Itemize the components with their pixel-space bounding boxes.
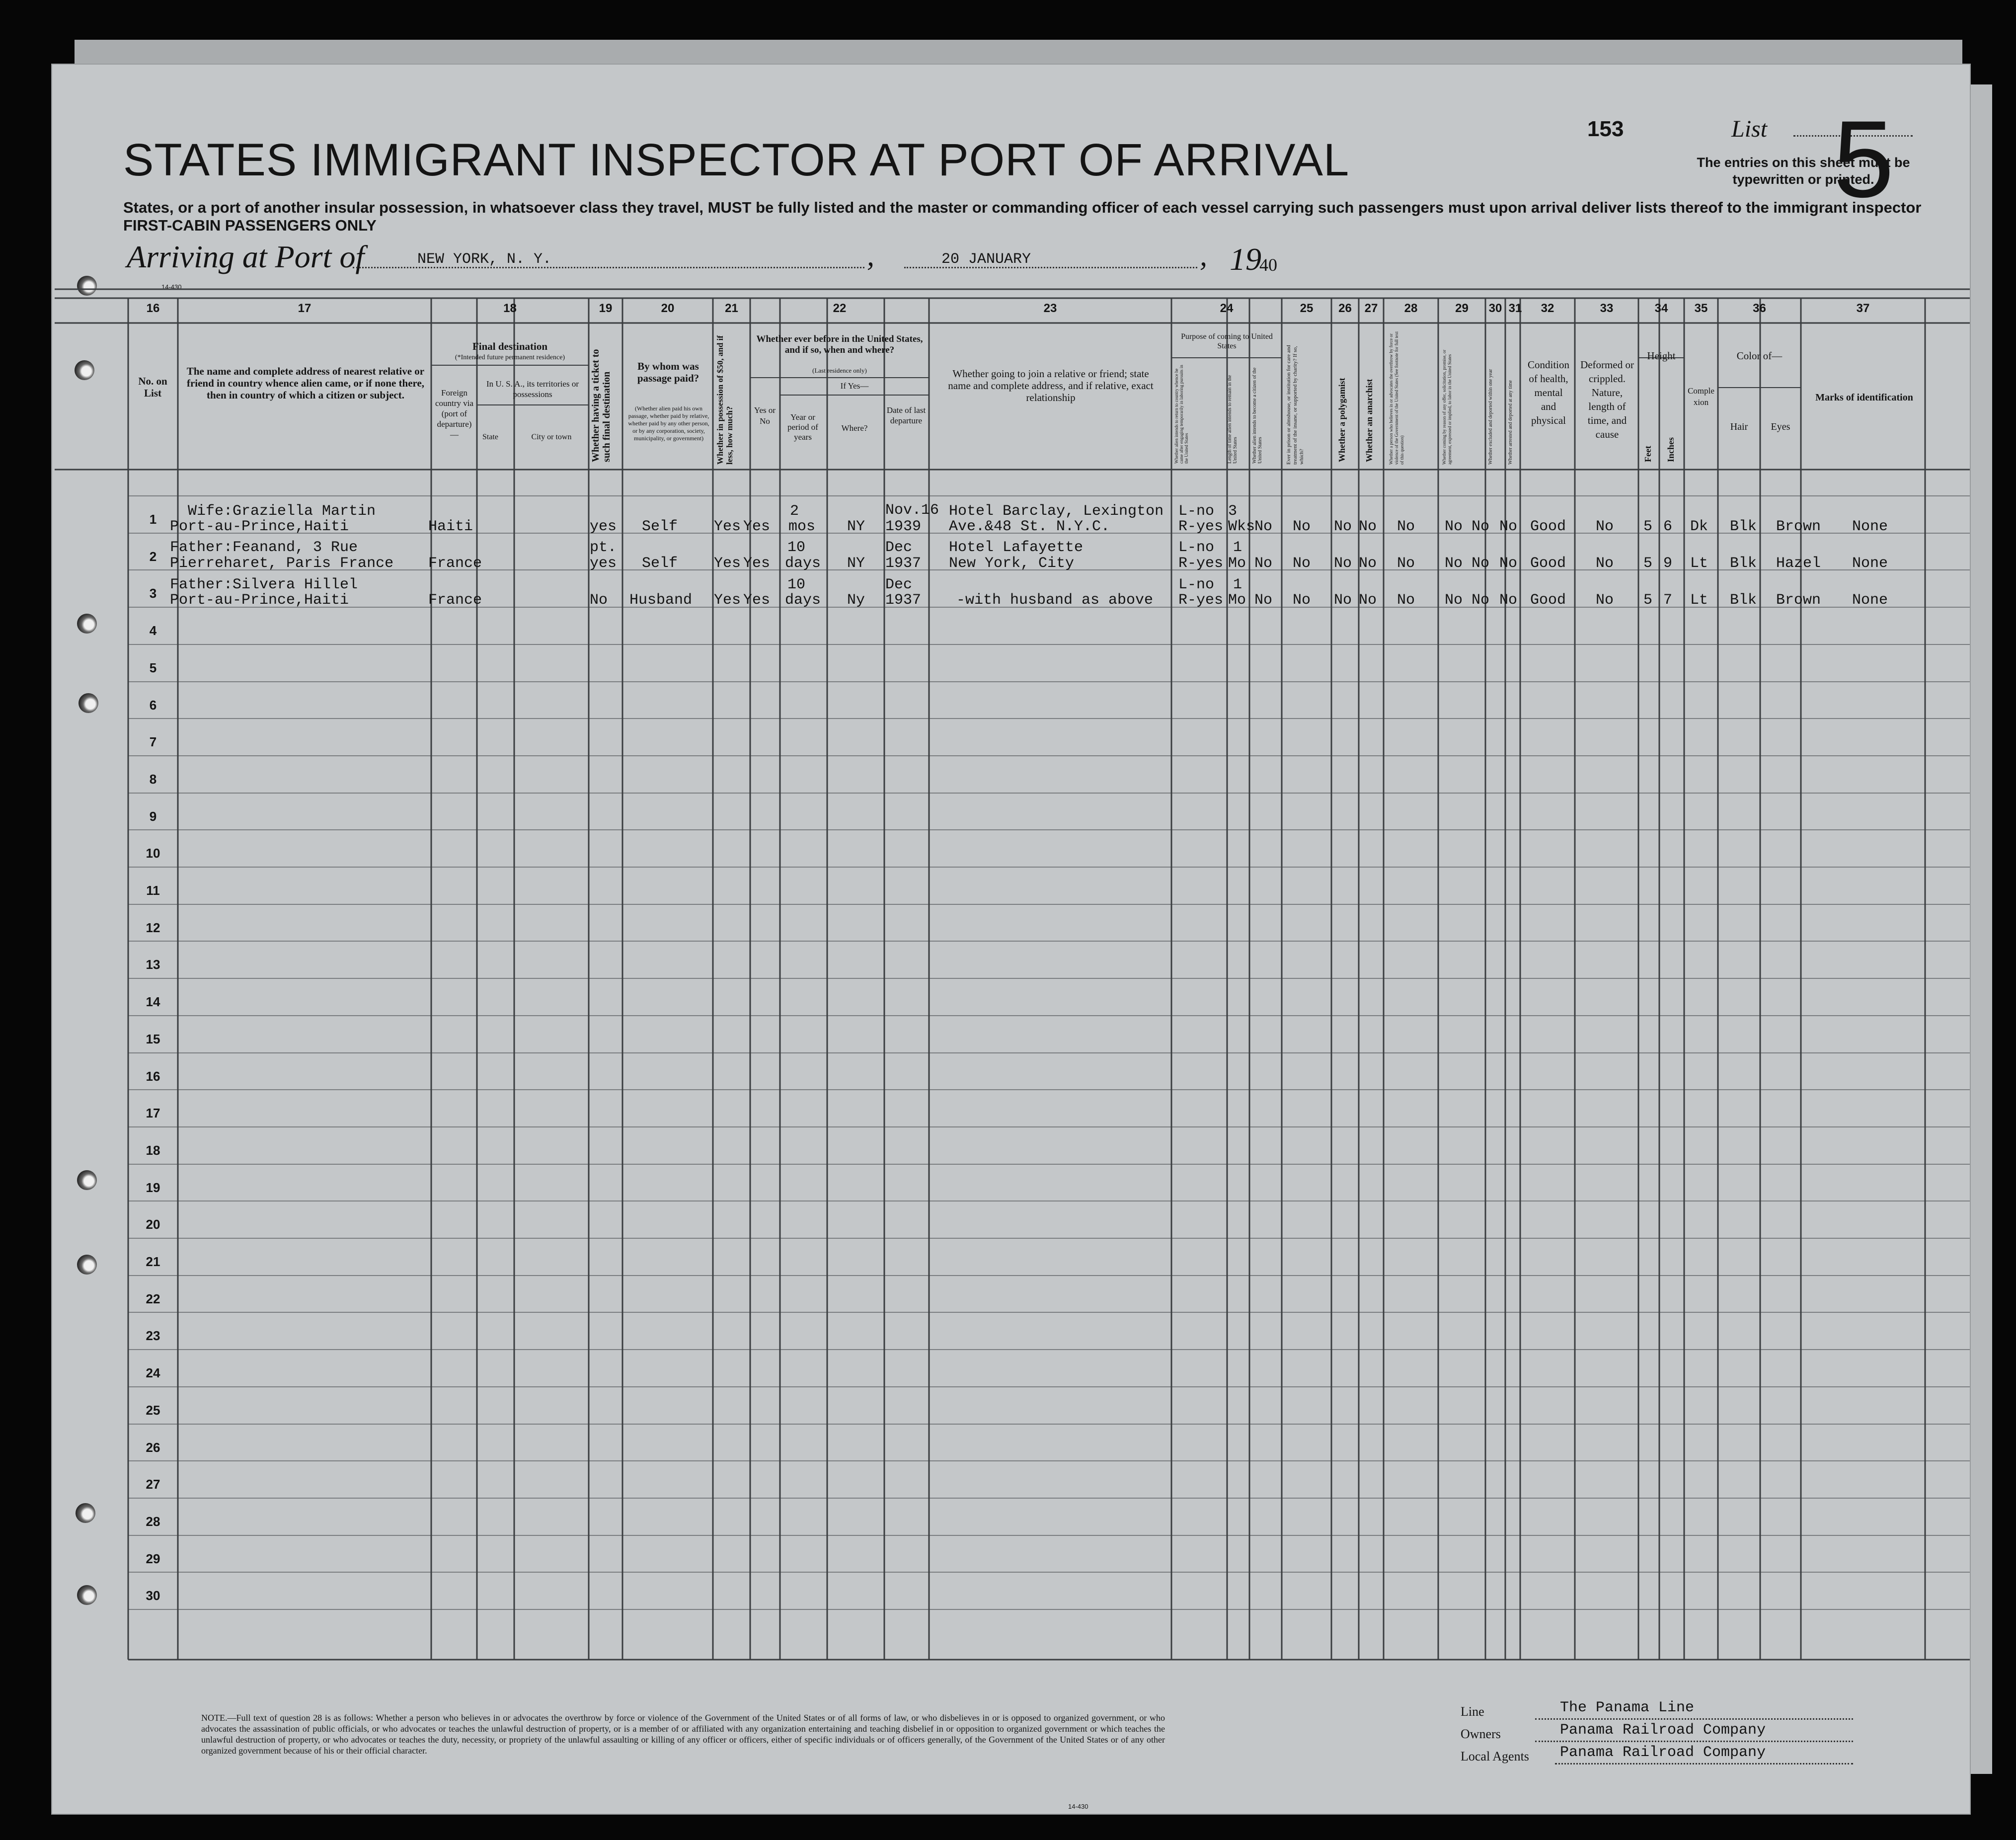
row2-promise: No xyxy=(1445,555,1463,572)
row-number: 21 xyxy=(146,1254,160,1269)
row1-length-line2: Wks xyxy=(1228,518,1255,535)
agents-label: Local Agents xyxy=(1461,1749,1529,1763)
row3-polygamist: No xyxy=(1334,592,1352,609)
row-number: 27 xyxy=(146,1477,160,1492)
row2-purpose-line1: L-no xyxy=(1178,539,1215,556)
row-number: 13 xyxy=(146,957,160,972)
row2-health: Good xyxy=(1530,555,1566,572)
row3-period-line2: days xyxy=(785,592,821,609)
hdr-health: Condition of health, mental and physical xyxy=(1527,359,1569,426)
list-number: 5 xyxy=(1833,98,1894,220)
row2-length-line2: Mo xyxy=(1228,555,1246,572)
row1-ticket: yes xyxy=(590,518,617,535)
hdr-complexion: Complexion xyxy=(1688,386,1714,407)
col-num-33: 33 xyxy=(1600,302,1614,315)
row-number: 18 xyxy=(146,1143,160,1158)
hdr-anarchist: Whether an anarchist xyxy=(1364,379,1374,462)
row3-date-line1: Dec xyxy=(885,576,913,593)
row1-citizen: No xyxy=(1254,518,1273,535)
col-num-23: 23 xyxy=(1043,302,1057,315)
col-num-27: 27 xyxy=(1364,302,1378,315)
hdr-no-on-list: No. on List xyxy=(138,375,167,399)
col-num-29: 29 xyxy=(1455,302,1469,315)
hdr-ever-before: Whether ever before in the United States, and if so, when and where? xyxy=(756,334,923,355)
hdr-passage-paid: By whom was passage paid? xyxy=(637,360,699,384)
year-prefix: 19 xyxy=(1230,241,1261,277)
row2-polygamist: No xyxy=(1334,555,1352,572)
row-number: 11 xyxy=(146,883,160,898)
comma: , xyxy=(1200,239,1207,272)
row1-overthrow: No xyxy=(1397,518,1415,535)
row-number: 28 xyxy=(146,1514,160,1529)
row2-date-line2: 1937 xyxy=(885,555,922,572)
hdr-excluded: Whether excluded and deported within one year xyxy=(1488,369,1493,465)
row-number: 16 xyxy=(146,1069,160,1084)
row3-purpose-line2: R-yes xyxy=(1178,592,1224,609)
comma: , xyxy=(867,239,874,272)
row1-prison: No xyxy=(1293,518,1311,535)
row2-ever-before: Yes xyxy=(743,555,771,572)
line-value: The Panama Line xyxy=(1560,1699,1695,1716)
hdr-feet: Feet xyxy=(1643,446,1653,462)
hdr-overthrow: Whether a person who believes in or advocates the overthrow by force or violence of the Government of the United States (See footnote for full text of this question) xyxy=(1389,331,1404,465)
row2-where: NY xyxy=(847,555,865,572)
hdr-city: City or town xyxy=(531,433,572,441)
row-number: 24 xyxy=(146,1365,160,1380)
row2-excluded: No xyxy=(1472,555,1490,572)
row-number: 23 xyxy=(146,1328,160,1343)
row3-hair: Blk xyxy=(1730,592,1757,609)
row2-arrested: No xyxy=(1499,555,1518,572)
row-number: 2 xyxy=(149,549,157,564)
row3-deformed: No xyxy=(1596,592,1614,609)
row3-join-line2: -with husband as above xyxy=(956,592,1154,609)
row1-possession: Yes xyxy=(714,518,741,535)
col-num-24: 24 xyxy=(1220,302,1234,315)
hdr-ever-before-note: (Last residence only) xyxy=(812,367,867,374)
owners-value: Panama Railroad Company xyxy=(1560,1722,1766,1739)
row1-purpose-line2: R-yes xyxy=(1178,518,1224,535)
col-num-19: 19 xyxy=(599,302,613,315)
row2-relative-line2: Pierreharet, Paris France xyxy=(170,555,394,572)
row-number: 8 xyxy=(149,772,157,787)
col-num-28: 28 xyxy=(1404,302,1418,315)
page-title: STATES IMMIGRANT INSPECTOR AT PORT OF ARRIVAL xyxy=(123,135,1350,185)
row3-promise: No xyxy=(1445,592,1463,609)
row3-prison: No xyxy=(1293,592,1311,609)
row3-where: Ny xyxy=(847,592,865,609)
row2-citizen: No xyxy=(1254,555,1273,572)
row1-polygamist: No xyxy=(1334,518,1352,535)
port-value: NEW YORK, N. Y. xyxy=(417,251,552,268)
row2-ticket-line1: pt. xyxy=(590,539,617,556)
hdr-marks: Marks of identification xyxy=(1815,392,1913,403)
row1-purpose-line1: L-no xyxy=(1178,503,1215,520)
row2-prison: No xyxy=(1293,555,1311,572)
row-number: 29 xyxy=(146,1551,160,1566)
row2-join-line2: New York, City xyxy=(949,555,1075,572)
row-number: 26 xyxy=(146,1440,160,1455)
row3-health: Good xyxy=(1530,592,1566,609)
row-number: 25 xyxy=(146,1403,160,1418)
row1-ever-before: Yes xyxy=(743,518,771,535)
row2-passage: Self xyxy=(642,555,678,572)
hdr-eyes: Eyes xyxy=(1771,421,1790,432)
row2-marks: None xyxy=(1852,555,1888,572)
row1-inches: 6 xyxy=(1663,518,1673,535)
hdr-in-usa: In U. S. A., its territories or possessions xyxy=(486,379,579,399)
row2-feet: 5 xyxy=(1643,555,1653,572)
hdr-if-yes: If Yes— xyxy=(840,381,869,391)
row-number: 10 xyxy=(146,846,160,861)
row1-length-line1: 3 xyxy=(1228,503,1238,520)
row3-foreign-country: France xyxy=(428,592,482,609)
row3-feet: 5 xyxy=(1643,592,1653,609)
row1-feet: 5 xyxy=(1643,518,1653,535)
row1-period-line2: mos xyxy=(788,518,816,535)
row-number: 4 xyxy=(149,623,157,638)
hdr-purpose-a: Whether alien intends to return to country whence he came after engaging temporarily in laboring pursuits in the United States xyxy=(1174,365,1189,464)
row1-health: Good xyxy=(1530,518,1566,535)
row2-complexion: Lt xyxy=(1690,555,1708,572)
hdr-purpose-b: Length of time alien intends to remain in the United States xyxy=(1227,375,1238,464)
hdr-hair: Hair xyxy=(1730,421,1748,432)
row-number: 30 xyxy=(146,1588,160,1603)
row2-period-line1: 10 xyxy=(787,539,806,556)
row-number: 3 xyxy=(149,586,157,601)
row3-ticket: No xyxy=(590,592,608,609)
row2-overthrow: No xyxy=(1397,555,1415,572)
year-suffix: 40 xyxy=(1259,255,1277,275)
owners-rule xyxy=(1535,1741,1853,1742)
row-number: 17 xyxy=(146,1106,160,1120)
row1-foreign-country: Haiti xyxy=(428,518,473,535)
hdr-where: Where? xyxy=(841,423,868,433)
row1-join-line1: Hotel Barclay, Lexington xyxy=(949,503,1164,520)
col-num-36: 36 xyxy=(1753,302,1766,315)
row-number: 20 xyxy=(146,1217,160,1232)
row2-join-line1: Hotel Lafayette xyxy=(949,539,1084,556)
row3-excluded: No xyxy=(1472,592,1490,609)
date-value: 20 JANUARY xyxy=(941,251,1031,268)
row2-foreign-country: France xyxy=(428,555,482,572)
agents-value: Panama Railroad Company xyxy=(1560,1744,1766,1761)
row3-overthrow: No xyxy=(1397,592,1415,609)
row-number: 9 xyxy=(149,809,157,824)
row3-relative-line2: Port-au-Prince,Haiti xyxy=(170,592,349,609)
row2-hair: Blk xyxy=(1730,555,1757,572)
row3-marks: None xyxy=(1852,592,1888,609)
row-number: 14 xyxy=(146,994,160,1009)
row1-complexion: Dk xyxy=(1690,518,1708,535)
col-num-34: 34 xyxy=(1654,302,1668,315)
hdr-ticket: Whether having a ticket to such final destination xyxy=(590,349,612,462)
hdr-promise: Whether coming by reason of any offer, solicitation, promise, or agreement, expressed or implied, to labor in the United States xyxy=(1442,349,1452,465)
hdr-color-of: Color of— xyxy=(1736,350,1783,362)
row3-purpose-line1: L-no xyxy=(1178,576,1215,593)
row3-citizen: No xyxy=(1254,592,1273,609)
page-number: 153 xyxy=(1587,117,1624,141)
hdr-possession-50: Whether in possession of $50, and if less, how much? xyxy=(715,335,734,465)
col-num-18: 18 xyxy=(503,302,517,315)
class-line: FIRST-CABIN PASSENGERS ONLY xyxy=(123,217,377,234)
row1-date-line2: 1939 xyxy=(885,518,922,535)
hdr-year-period: Year or period of years xyxy=(787,412,818,442)
row3-length-line2: Mo xyxy=(1228,592,1246,609)
row1-join-line2: Ave.&48 St. N.Y.C. xyxy=(949,518,1110,535)
row3-eyes: Brown xyxy=(1776,592,1821,609)
row1-anarchist: No xyxy=(1359,518,1377,535)
line-label: Line xyxy=(1461,1704,1484,1719)
agents-rule xyxy=(1555,1763,1853,1764)
row3-period-line1: 10 xyxy=(787,576,806,593)
row-number: 1 xyxy=(149,512,157,527)
row1-where: NY xyxy=(847,518,865,535)
col-num-35: 35 xyxy=(1694,302,1708,315)
row3-possession: Yes xyxy=(714,592,741,609)
col-num-26: 26 xyxy=(1338,302,1352,315)
row-number: 6 xyxy=(149,698,157,713)
row3-arrested: No xyxy=(1499,592,1518,609)
row-number: 15 xyxy=(146,1032,160,1046)
row1-marks: None xyxy=(1852,518,1888,535)
hdr-inches: Inches xyxy=(1666,437,1676,462)
hdr-purpose-c: Whether alien intends to become a citizen of the United States xyxy=(1252,367,1263,464)
row2-anarchist: No xyxy=(1359,555,1377,572)
row1-date-line1: Nov.16 xyxy=(885,502,939,519)
col-num-37: 37 xyxy=(1856,302,1870,315)
row2-eyes: Hazel xyxy=(1776,555,1821,572)
row-number: 5 xyxy=(149,660,157,675)
row3-complexion: Lt xyxy=(1690,592,1708,609)
row1-relative-line2: Port-au-Prince,Haiti xyxy=(170,518,349,535)
row2-ticket: yes xyxy=(590,555,617,572)
hdr-deformed: Deformed or crippled. Nature, length of time, and cause xyxy=(1580,359,1634,440)
row3-anarchist: No xyxy=(1359,592,1377,609)
row3-ever-before: Yes xyxy=(743,592,771,609)
row2-inches: 9 xyxy=(1663,555,1673,572)
row2-purpose-line2: R-yes xyxy=(1178,555,1224,572)
col-num-17: 17 xyxy=(298,302,311,315)
row1-passage: Self xyxy=(642,518,678,535)
row2-date-line1: Dec xyxy=(885,539,913,556)
hdr-relative: The name and complete address of nearest relative or friend in country whence alien came, or if none there, then in country of which a citizen or subject. xyxy=(186,365,425,401)
row3-date-line2: 1937 xyxy=(885,592,922,609)
col-num-22: 22 xyxy=(833,302,847,315)
row1-hair: Blk xyxy=(1730,518,1757,535)
form-code-top: 14-430 xyxy=(161,283,182,291)
hdr-prison: Ever in prison or almshouse, or institution for care and treatment of the insane, or supported by charity? If so, which? xyxy=(1286,345,1305,465)
row1-eyes: Brown xyxy=(1776,518,1821,535)
col-num-31: 31 xyxy=(1508,302,1522,315)
row-number: 7 xyxy=(149,734,157,749)
col-num-32: 32 xyxy=(1541,302,1554,315)
owners-label: Owners xyxy=(1461,1727,1501,1741)
hdr-arrested: Whether arrested and deported at any time xyxy=(1508,380,1513,465)
col-num-20: 20 xyxy=(661,302,675,315)
col-num-16: 16 xyxy=(146,302,160,315)
footnote-question-28: NOTE.—Full text of question 28 is as follows: Whether a person who believes in or advocates the overthrow by force or violence of the Government of the United States or of all forms of law, or who disbelieves in or is opposed to organized government, or who advocates the assassination of public officials, or who advocates or teaches the unlawful destruction of property, or is a member of or affiliated with any organization entertaining and teaching disbelief in or opposition to organized government or which teaches the unlawful destruction of property, or who advocates or teaches the duty, necessity, or propriety of the unlawful assaulting or killing of any officer or officers, either of specific individuals or of officers generally, of the Government of the United States or of any other organized government because of his or their official character. xyxy=(201,1713,1165,1756)
row-number: 19 xyxy=(146,1180,160,1195)
hdr-date-departure: Date of last departure xyxy=(886,405,926,425)
list-label: List xyxy=(1731,116,1768,142)
row1-promise: No xyxy=(1445,518,1463,535)
hdr-final-destination: Final destination xyxy=(472,340,548,352)
row1-excluded: No xyxy=(1472,518,1490,535)
row1-deformed: No xyxy=(1596,518,1614,535)
row3-length-line1: 1 xyxy=(1233,576,1242,593)
row2-possession: Yes xyxy=(714,555,741,572)
col-num-25: 25 xyxy=(1300,302,1314,315)
col-num-30: 30 xyxy=(1488,302,1502,315)
hdr-height: Height xyxy=(1647,350,1676,362)
form-code-bottom: 14-430 xyxy=(1068,1803,1088,1810)
row1-relative-line1: Wife:Graziella Martin xyxy=(188,503,376,520)
line-rule xyxy=(1535,1718,1853,1720)
row-number: 12 xyxy=(146,920,160,935)
row1-period-line1: 2 xyxy=(790,503,799,520)
col-num-21: 21 xyxy=(725,302,738,315)
row2-relative-line1: Father:Feanand, 3 Rue xyxy=(170,539,358,556)
hdr-foreign-country: Foreign country via (port of departure)— xyxy=(435,388,473,439)
hdr-passage-paid-note: (Whether alien paid his own passage, whether paid by relative, whether paid by any other person, or by any corporation, society, municipality, or government) xyxy=(628,405,709,442)
row2-length-line1: 1 xyxy=(1233,539,1242,556)
row-number: 22 xyxy=(146,1291,160,1306)
row3-inches: 7 xyxy=(1663,592,1673,609)
row2-deformed: No xyxy=(1596,555,1614,572)
hdr-yes-no: Yes or No xyxy=(754,405,776,426)
row1-arrested: No xyxy=(1499,518,1518,535)
row2-period-line2: days xyxy=(785,555,821,572)
hdr-going-to-join: Whether going to join a relative or friend; state name and complete address, and if relative, exact relationship xyxy=(948,368,1154,403)
typewritten-note: The entries on this sheet must be typewritten or printed. xyxy=(1697,155,1910,187)
row3-relative-line1: Father:Silvera Hillel xyxy=(170,576,358,593)
instructions-text: States, or a port of another insular possession, in whatsoever class they travel, MUST be fully listed and the master or commanding officer of each vessel carrying such passengers must upon arrival deliver lists thereof to the immigrant inspector xyxy=(123,199,1922,216)
hdr-final-destination-note: (*Intended future permanent residence) xyxy=(455,354,565,361)
hdr-polygamist: Whether a polygamist xyxy=(1337,378,1347,462)
hdr-state: State xyxy=(482,433,498,441)
hdr-purpose: Purpose of coming to United States xyxy=(1181,332,1273,350)
row3-passage: Husband xyxy=(629,592,693,609)
arriving-label: Arriving at Port of xyxy=(127,239,365,274)
